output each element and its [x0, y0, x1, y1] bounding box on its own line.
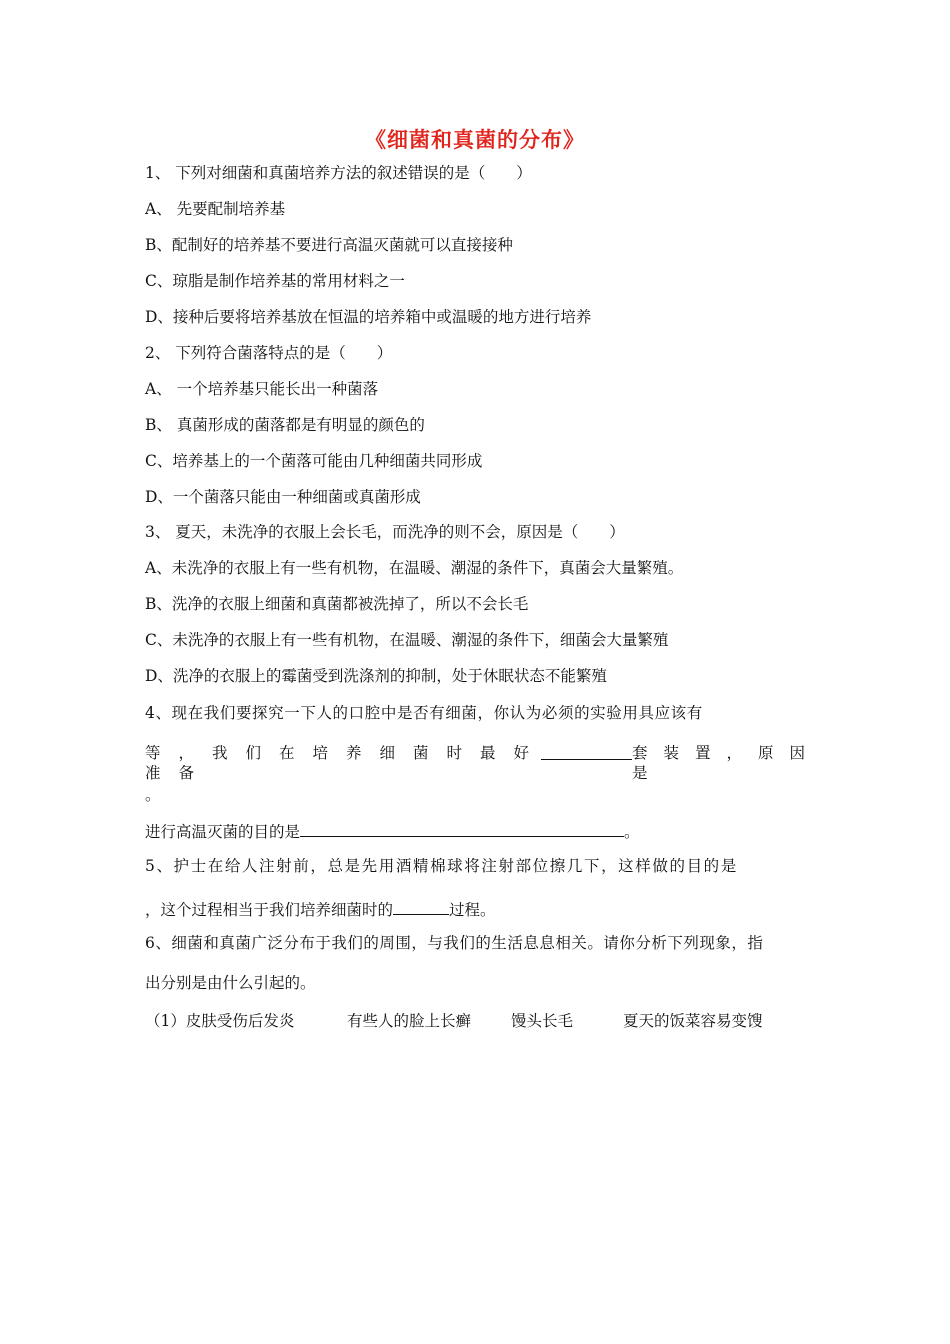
question-6-line-2: 出分别是由什么引起的。	[145, 974, 316, 992]
page-title: 《细菌和真菌的分布》	[365, 127, 585, 152]
question-1-option-b: B、配制好的培养基不要进行高温灭菌就可以直接接种	[145, 236, 513, 254]
phenomenon-item: （1）皮肤受伤后发炎	[145, 1012, 295, 1030]
question-4-line-4-prefix: 进行高温灭菌的目的是	[145, 823, 301, 841]
question-4-line-3: 。	[145, 786, 161, 804]
question-3-option-c: C、未洗净的衣服上有一些有机物，在温暖、潮湿的条件下，细菌会大量繁殖	[145, 631, 669, 649]
question-6-line-1: 6、细菌和真菌广泛分布于我们的周围，与我们的生活息息相关。请你分析下列现象，指	[145, 934, 764, 952]
question-3-option-d: D、洗净的衣服上的霉菌受到洗涤剂的抑制，处于休眠状态不能繁殖	[145, 667, 607, 685]
phenomenon-item: 馒头长毛	[511, 1012, 574, 1030]
question-5-line-2	[145, 898, 496, 920]
question-2-option-d: D、一个菌落只能由一种细菌或真菌形成	[145, 488, 421, 506]
question-4-line-2-prefix: 等，我们在培养细菌时最好准备	[145, 744, 548, 782]
question-3-stem: 3、 夏天，未洗净的衣服上会长毛，而洗净的则不会，原因是（ ）	[145, 523, 625, 541]
question-4-line-2-suffix: 套装置，原因是	[631, 744, 821, 782]
blank-culture-step[interactable]	[393, 898, 449, 915]
question-1-option-a: A、 先要配制培养基	[145, 200, 286, 218]
question-3-option-a: A、未洗净的衣服上有一些有机物，在温暖、潮湿的条件下，真菌会大量繁殖。	[145, 559, 684, 577]
phenomenon-item: 有些人的脸上长癣	[347, 1012, 472, 1030]
question-4-line-4	[145, 820, 640, 842]
blank-set-count[interactable]	[541, 743, 632, 760]
question-4-line-4-suffix: 。	[624, 823, 640, 841]
question-4-line-2	[145, 743, 821, 783]
question-2-option-c: C、培养基上的一个菌落可能由几种细菌共同形成	[145, 452, 483, 470]
question-5-line-2-prefix: ，这个过程相当于我们培养细菌时的	[145, 901, 394, 919]
phenomenon-item: 夏天的饭菜容易变馊	[623, 1012, 763, 1030]
question-2-option-a: A、 一个培养基只能长出一种菌落	[145, 380, 379, 398]
question-1-stem: 1、 下列对细菌和真菌培养方法的叙述错误的是（ ）	[145, 164, 532, 182]
question-4-line-1: 4、现在我们要探究一下人的口腔中是否有细菌，你认为必须的实验用具应该有	[145, 704, 703, 722]
question-2-option-b: B、 真菌形成的菌落都是有明显的颜色的	[145, 416, 425, 434]
question-2-stem: 2、 下列符合菌落特点的是（ ）	[145, 344, 393, 362]
question-5-line-2-suffix: 过程。	[449, 901, 496, 919]
question-1-option-d: D、接种后要将培养基放在恒温的培养箱中或温暖的地方进行培养	[145, 308, 592, 326]
question-6-phenomena	[145, 1011, 763, 1031]
blank-sterilization-purpose[interactable]	[300, 820, 624, 837]
question-1-option-c: C、琼脂是制作培养基的常用材料之一	[145, 272, 405, 290]
question-3-option-b: B、洗净的衣服上细菌和真菌都被洗掉了，所以不会长毛	[145, 595, 529, 613]
question-5-line-1: 5、护士在给人注射前，总是先用酒精棉球将注射部位擦几下，这样做的目的是	[145, 857, 738, 875]
